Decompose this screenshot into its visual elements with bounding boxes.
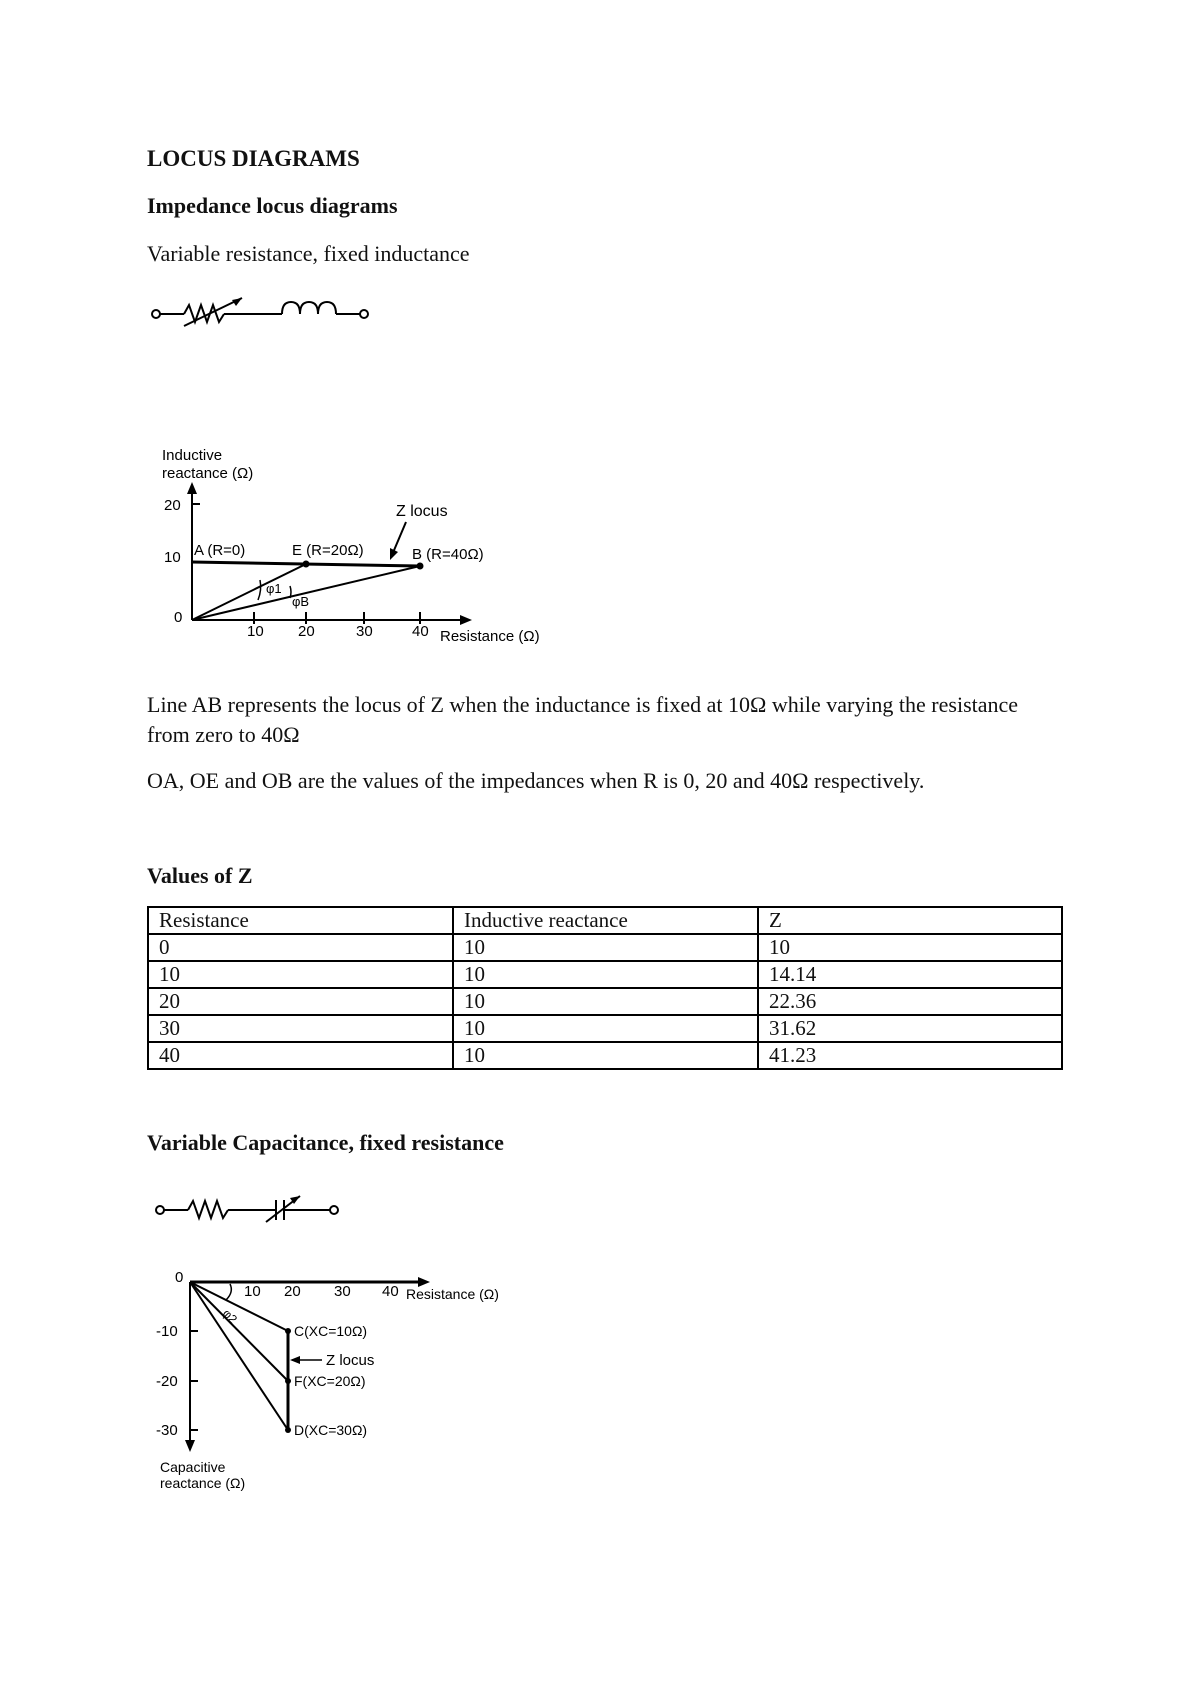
point-c-marker — [285, 1328, 291, 1334]
table-cell: 10 — [453, 961, 758, 988]
table-cell: 40 — [148, 1042, 453, 1069]
table-cell: 31.62 — [758, 1015, 1062, 1042]
z-locus-label: Z locus — [326, 1352, 375, 1369]
table-cell: 10 — [453, 988, 758, 1015]
point-d-label: D(XC=30Ω) — [294, 1422, 368, 1438]
z-locus-pointer — [392, 522, 406, 555]
table-cell: 10 — [453, 1042, 758, 1069]
table-row — [148, 988, 1062, 1015]
line-od — [190, 1282, 288, 1430]
x-tick-40: 40 — [382, 1283, 399, 1300]
inductive-locus-diagram — [150, 440, 570, 660]
table-cell: 41.23 — [758, 1042, 1062, 1069]
x-tick-30: 30 — [334, 1283, 351, 1300]
x-axis-label: Resistance (Ω) — [406, 1286, 499, 1302]
section1-heading: Variable resistance, fixed inductance — [147, 241, 470, 266]
table-cell: 14.14 — [758, 961, 1062, 988]
point-b-label: B (R=40Ω) — [412, 546, 484, 563]
y-tick-0: 0 — [174, 609, 183, 626]
table-cell: 22.36 — [758, 988, 1062, 1015]
angle-1-label: φ1 — [266, 581, 282, 596]
y-tick-20: 20 — [164, 497, 181, 514]
table-header-row — [148, 907, 1062, 934]
x-axis-label: Resistance (Ω) — [440, 628, 540, 645]
table-row — [148, 961, 1062, 988]
y-axis-label-line1: Inductive — [162, 447, 223, 464]
column-header: Resistance — [148, 907, 453, 934]
angle-2-arc — [226, 1284, 231, 1300]
point-a-label: A (R=0) — [194, 542, 246, 559]
angle-1-arc — [258, 580, 261, 600]
point-f-marker — [285, 1378, 291, 1384]
table-cell: 10 — [453, 934, 758, 961]
rc-circuit-symbol — [150, 1192, 360, 1226]
section2-heading: Variable Capacitance, fixed resistance — [147, 1130, 504, 1155]
line-oe — [192, 564, 306, 620]
y-axis-label-line2: reactance (Ω) — [162, 465, 254, 482]
line-of — [190, 1282, 288, 1381]
table-cell: 0 — [148, 934, 453, 961]
y-axis-arrow — [187, 482, 197, 494]
y-axis-label-line1: Capacitive — [160, 1459, 226, 1475]
x-tick-30: 30 — [356, 623, 373, 640]
table-cell: 10 — [148, 961, 453, 988]
section-subtitle: Impedance locus diagrams — [147, 193, 398, 218]
x-tick-20: 20 — [298, 623, 315, 640]
column-header: Inductive reactance — [453, 907, 758, 934]
paragraph-impedance-values: OA, OE and OB are the values of the impedances when R is 0, 20 and 40Ω respectively. — [147, 768, 925, 793]
y-tick-minus20: -20 — [156, 1373, 178, 1390]
x-tick-10: 10 — [244, 1283, 261, 1300]
table-heading: Values of Z — [147, 863, 253, 888]
y-axis-label-line2: reactance (Ω) — [160, 1475, 246, 1491]
table-row — [148, 1042, 1062, 1069]
point-f-label: F(XC=20Ω) — [294, 1373, 366, 1389]
z-locus-label: Z locus — [396, 503, 448, 520]
z-values-table — [147, 906, 1063, 1070]
column-header: Z — [758, 907, 1062, 934]
x-tick-40: 40 — [412, 623, 429, 640]
point-b-marker — [417, 563, 424, 570]
table-row — [148, 1015, 1062, 1042]
y-axis-arrow — [185, 1440, 195, 1452]
x-tick-20: 20 — [284, 1283, 301, 1300]
x-tick-10: 10 — [247, 623, 264, 640]
point-e-marker — [303, 561, 310, 568]
page-title: LOCUS DIAGRAMS — [147, 146, 360, 171]
table-cell: 30 — [148, 1015, 453, 1042]
origin-label: 0 — [175, 1269, 184, 1286]
angle-b-arc — [290, 586, 291, 598]
rl-circuit-symbol — [140, 292, 380, 332]
point-d-marker — [285, 1427, 291, 1433]
angle-2-label: φ2 — [219, 1306, 241, 1327]
line-oc — [190, 1282, 288, 1331]
y-tick-minus10: -10 — [156, 1323, 178, 1340]
angle-b-label: φB — [292, 594, 310, 609]
y-tick-10: 10 — [164, 549, 181, 566]
table-row — [148, 934, 1062, 961]
capacitive-locus-diagram — [150, 1262, 530, 1502]
y-tick-minus30: -30 — [156, 1422, 178, 1439]
point-c-label: C(XC=10Ω) — [294, 1323, 368, 1339]
point-e-label: E (R=20Ω) — [292, 542, 364, 559]
paragraph-locus-description: Line AB represents the locus of Z when the inductance is fixed at 10Ω while varying the resistance from zero to 40Ω — [147, 692, 1019, 747]
table-cell: 10 — [453, 1015, 758, 1042]
line-ob — [192, 566, 420, 620]
table-cell: 20 — [148, 988, 453, 1015]
table-cell: 10 — [758, 934, 1062, 961]
x-axis-arrow — [460, 615, 472, 625]
